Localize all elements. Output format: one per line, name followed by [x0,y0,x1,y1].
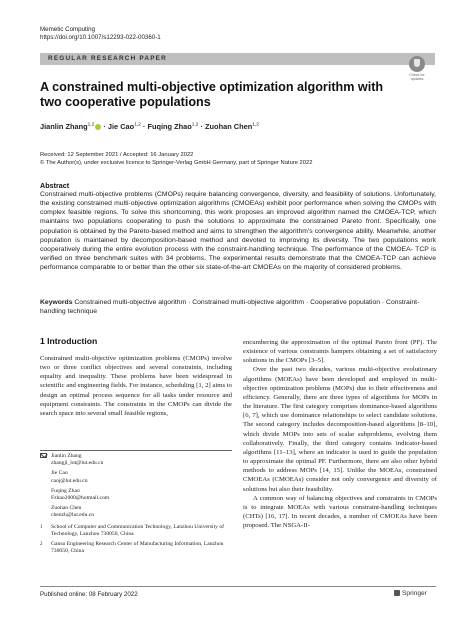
copyright-line: © The Author(s), under exclusive licence to Springer-Verlag GmbH Germany, part of Springer Nature 2022 [40,159,313,166]
publisher-logo [394,590,427,597]
author-affiliation-marker: 1,2 [134,122,141,128]
springer-horse-icon [394,590,400,596]
article-history [40,152,312,167]
check-updates-icon [409,56,425,72]
contact-name-row [40,488,235,495]
affiliation-text: Gansu Engineering Research Center of Manufacturing Information, Lanzhou 730050, China [51,541,224,555]
doi-link[interactable]: https://doi.org/10.1007/s12293-022-00360-1 [40,34,161,42]
affiliation-list [40,524,235,556]
contact-entry [40,488,235,502]
author-separator: · [198,122,206,131]
author-name[interactable] [147,122,198,131]
affiliation-entry [40,524,235,538]
contact-entry [40,453,235,467]
contact-entry [40,505,235,519]
category-banner [40,53,435,65]
keywords-text: Constrained multi-objective algorithm · Constrained multi-objective algorithm · Cooperative population · Constraint-handling technique [40,299,420,316]
published-date: Published online: 08 February 2022 [40,591,138,598]
intro-paragraph: A common way of balancing objectives and constraints in CMOPs is to integrate MOEAs with various constraint-handling techniques (CHTs) [16, 17]. In recent decades, a number of CMOEAs have been proposed. The NSGA-II- [243,494,437,530]
contact-email[interactable]: zhangjl_lut@lut.edu.cn [51,460,104,467]
category-label: REGULAR RESEARCH PAPER [48,55,167,62]
contact-list [40,453,235,520]
footnote-divider [40,450,232,451]
author-name-text: Jianlin Zhang [40,122,88,131]
contact-name-row [40,453,235,460]
contact-email[interactable]: chenzh@lut.edu.cn [51,512,95,519]
contact-entry [40,470,235,484]
affiliation-number: 2 [40,542,43,548]
keywords [40,298,436,316]
author-affiliation-marker: 1,2 [191,122,199,128]
author-affiliation-marker: 1,2 [252,122,259,128]
check-updates-label: Check for updates [409,73,425,81]
intro-paragraph: encumbering the approximation of the optimal Pareto front (PF). The existence of various constraints hampers obtaining a set of satisfactory solutions in the CMOPs [3–5]. [243,339,437,365]
keywords-label: Keywords [40,299,73,306]
author-name-text: Fuqing Zhao [147,122,192,131]
footer-divider [40,586,436,587]
abstract-text: Constrained multi-objective problems (CMOPs) require balancing convergence, diversity, and feasibility of solutions. Unfortunately, the existing constrained multi-objective optimization algorithms (CMOEAs) exhibit poor performance when solving the CMOPs with complex feasible regions. To solve this shortcoming, this work proposes an improved algorithm named the CMOEA-TCP, which maintains two populations cooperating to push the solutions to approximate the constrained Pareto front. Specifically, one population is obtained by the Pareto-based method and aims to strengthen the algorithm’s convergence ability. Meanwhile, another population is maintained by decomposition-based method and devoted to improving its diversity. The two populations work cooperatively during the entire evolution process with the constraint-handling technique. The performance of the CMOEA- TCP is verified on three benchmark suites with 34 problems. The experimental results demonstrate that the CMOEA-TCP can achieve performance comparable to or better than the other six state-of-the-art CMOEAs on the majority of considered problems. [40,191,436,272]
contact-email[interactable]: caoj@lut.edu.cn [51,477,88,484]
section-heading-introduction: 1 Introduction [40,336,98,346]
author-name[interactable] [108,122,141,131]
contact-name: Jie Cao [51,470,68,477]
intro-left-column: Constrained multi-objective optimization problems (CMOPs) involve two or three conflict objectives and several constraints, including equality and inequality. These problems have been widespread in scientific and engineering fields. For instance, scheduling [1, 2] aims to design an optimal process sequence for all tasks under resource and equipment constraints. The constraints in the CMOPs can divide the search space into several small feasible regions, [40,355,232,417]
publisher-name: Springer [402,590,427,597]
author-separator: · [101,122,108,131]
contact-name: Fuqing Zhao [51,487,80,494]
abstract-heading: Abstract [40,181,70,190]
affiliation-number: 1 [40,524,43,530]
contact-name-row [40,470,235,477]
envelope-icon [40,453,47,458]
contact-name-row [40,505,235,512]
author-list [40,122,259,131]
received-accepted: Received: 12 September 2021 / Accepted: 16 January 2022 [40,152,194,158]
contact-email[interactable]: Fzhao2000@hotmail.com [51,495,110,502]
intro-right-column [243,338,437,530]
author-name-text: Zuohan Chen [205,122,253,131]
intro-paragraph: Over the past two decades, various multi-objective evolutionary algorithms (MOEAs) have been developed and employed in multi-objective optimization problems (MOPs) due to their effectiveness and efficiency. Generally, there are three types of algorithms for MOPs in the literature. The first category comprises dominance-based algorithms [6, 7], which use dominance relationships to select candidate solutions. The second category includes decomposition-based algorithms [8–10], which divide MOPs into sets of scalar subproblems, evolving them collaboratively. Finally, the third category contains indicator-based algorithms [11–13], where an indicator is used to guide the population to approximate the optimal PF. Furthermore, there are also other hybrid methods to address MOPs [14, 15]. Unlike the MOEAs, constrained CMOEAs (CMOEAs) consider not only convergence and diversity of solutions but also their feasibility. [243,366,437,493]
author-name[interactable] [205,122,259,131]
affiliation-text: School of Computer and Communication Technology, Lanzhou University of Technology, Lanzhou 730050, China [51,523,224,537]
author-affiliation-marker: 1,2 [87,122,95,128]
journal-name: Memetic Computing [40,26,96,33]
contact-name: Jianlin Zhang [51,453,82,459]
article-title: A constrained multi-objective optimization algorithm with two cooperative populations [40,80,384,109]
contact-name: Zuohan Chen [51,505,82,512]
journal-header [40,26,161,42]
author-separator: · [140,122,148,131]
author-name-text: Jie Cao [107,122,135,131]
author-name[interactable] [40,122,101,131]
check-for-updates-badge[interactable] [405,56,429,81]
author-contacts [40,453,235,555]
affiliation-entry [40,541,235,555]
